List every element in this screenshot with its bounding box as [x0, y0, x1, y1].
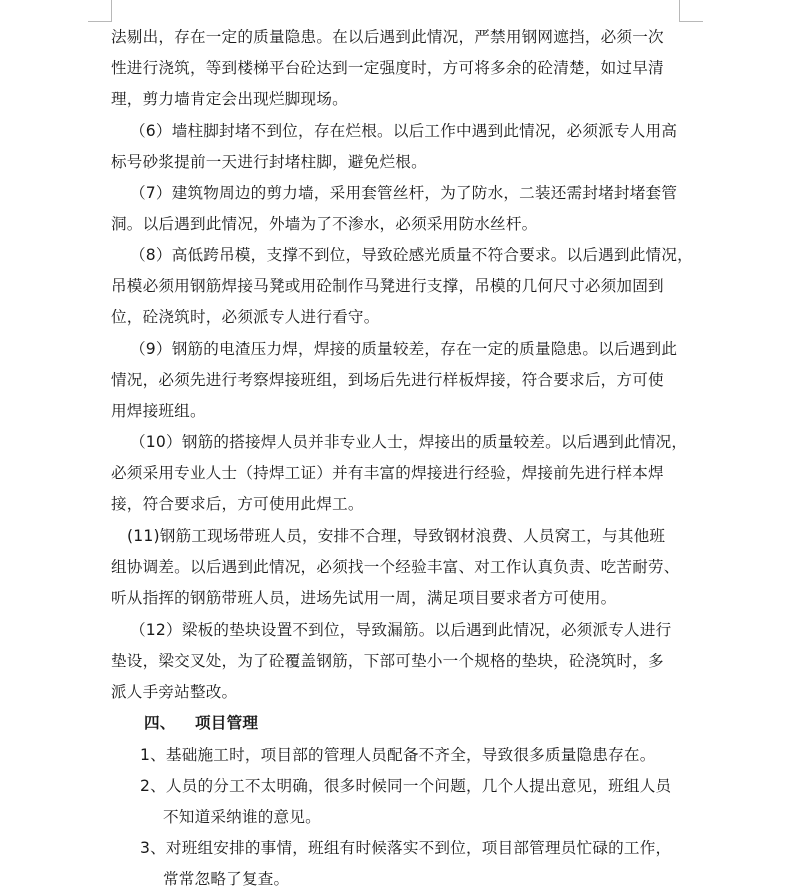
section-number: 四、 — [144, 714, 176, 732]
paragraph-line: 垫设，梁交叉处，为了砼覆盖钢筋，下部可垫小一个规格的垫块，砼浇筑时，多 — [111, 652, 664, 670]
paragraph-line: 派人手旁站整改。 — [111, 683, 238, 701]
crop-mark-top-right — [679, 0, 680, 22]
crop-mark-top-left — [88, 21, 111, 22]
crop-mark-top-left — [111, 0, 112, 22]
paragraph-line: 洞。以后遇到此情况，外墙为了不渗水，必须采用防水丝杆。 — [111, 215, 538, 233]
paragraph-line: 听从指挥的钢筋带班人员，进场先试用一周，满足项目要求者方可使用。 — [111, 589, 617, 607]
paragraph-line: （6）墙柱脚封堵不到位，存在烂根。以后工作中遇到此情况，必须派专人用高 — [130, 122, 678, 140]
list-item-continuation: 常常忽略了复查。 — [163, 870, 290, 888]
paragraph-line: (11)钢筋工现场带班人员，安排不合理，导致钢材浪费、人员窝工，与其他班 — [127, 527, 666, 545]
paragraph-line: 必须采用专业人士（持焊工证）并有丰富的焊接进行经验，焊接前先进行样本焊 — [111, 464, 664, 482]
paragraph-line: 标号砂浆提前一天进行封堵柱脚，避免烂根。 — [111, 153, 427, 171]
paragraph-line: 理，剪力墙肯定会出现烂脚现场。 — [111, 90, 348, 108]
list-item: 3、对班组安排的事情，班组有时候落实不到位，项目部管理员忙碌的工作， — [140, 839, 672, 857]
list-item-continuation: 不知道采纳谁的意见。 — [163, 808, 321, 826]
section-title: 项目管理 — [195, 714, 259, 732]
paragraph-line: 吊模必须用钢筋焊接马凳或用砼制作马凳进行支撑，吊模的几何尺寸必须加固到 — [111, 277, 664, 295]
list-item: 1、基础施工时，项目部的管理人员配备不齐全，导致很多质量隐患存在。 — [140, 746, 656, 764]
list-item: 2、人员的分工不太明确，很多时候同一个问题，几个人提出意见，班组人员 — [140, 777, 672, 795]
paragraph-line: （7）建筑物周边的剪力墙，采用套管丝杆，为了防水，二装还需封堵封堵套管 — [130, 184, 678, 202]
paragraph-line: 用焊接班组。 — [111, 402, 206, 420]
paragraph-line: （12）梁板的垫块设置不到位，导致漏筋。以后遇到此情况，必须派专人进行 — [130, 621, 672, 639]
paragraph-line: （8）高低跨吊模，支撑不到位，导致砼感光质量不符合要求。以后遇到此情况， — [130, 246, 693, 264]
paragraph-line: 性进行浇筑，等到楼梯平台砼达到一定强度时，方可将多余的砼清楚，如过早清 — [111, 59, 664, 77]
paragraph-line: 情况，必须先进行考察焊接班组，到场后先进行样板焊接，符合要求后，方可使 — [111, 371, 664, 389]
crop-mark-top-right — [680, 21, 703, 22]
paragraph-line: 接，符合要求后，方可使用此焊工。 — [111, 495, 364, 513]
paragraph-line: （9）钢筋的电渣压力焊，焊接的质量较差，存在一定的质量隐患。以后遇到此 — [130, 340, 678, 358]
paragraph-line: 组协调差。以后遇到此情况，必须找一个经验丰富、对工作认真负责、吃苦耐劳、 — [111, 558, 680, 576]
paragraph-line: 位，砼浇筑时，必须派专人进行看守。 — [111, 308, 380, 326]
paragraph-line: 法剔出，存在一定的质量隐患。在以后遇到此情况，严禁用钢网遮挡，必须一次 — [111, 28, 664, 46]
paragraph-line: （10）钢筋的搭接焊人员并非专业人士，焊接出的质量较差。以后遇到此情况， — [130, 433, 688, 451]
